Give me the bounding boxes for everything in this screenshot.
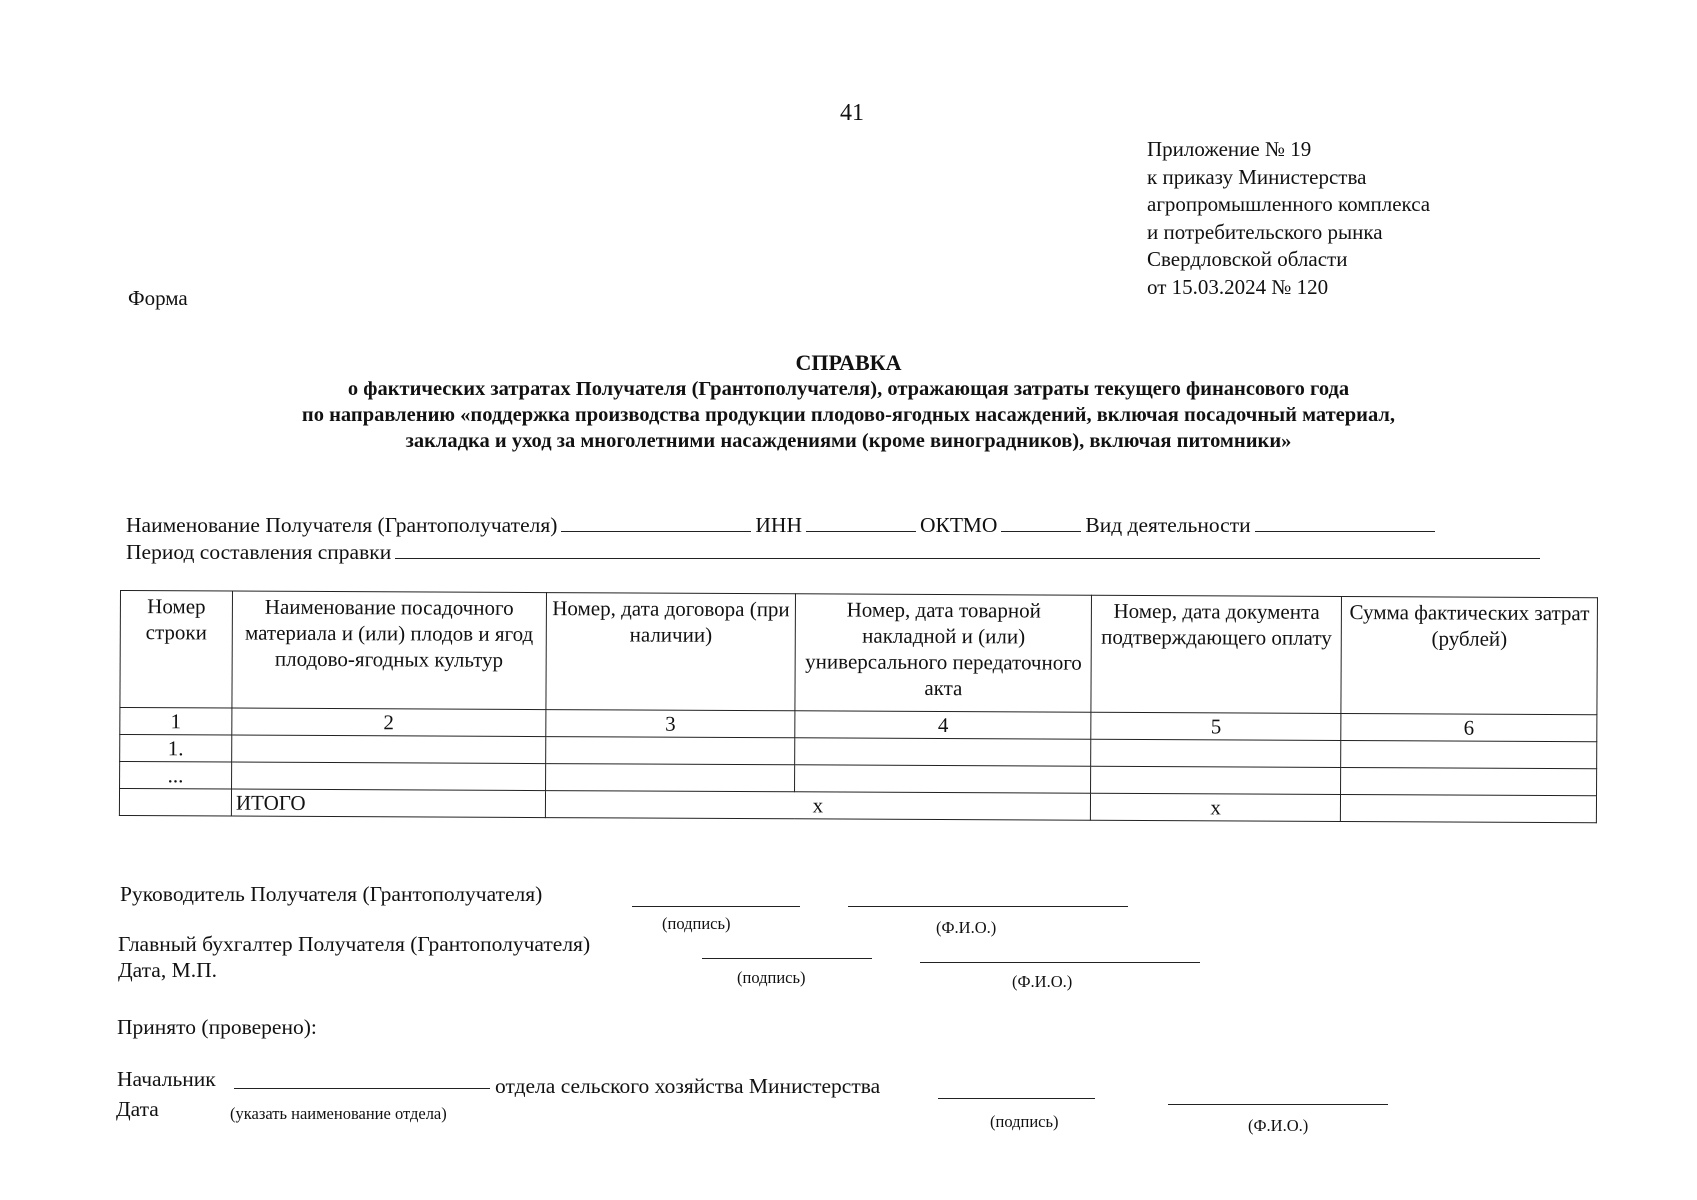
appendix-block [1147, 136, 1430, 301]
date-label: Дата [116, 1097, 159, 1121]
appendix-line: агропромышленного комплекса [1147, 192, 1431, 216]
head-fio-line[interactable] [848, 906, 1128, 907]
document-title [0, 350, 1697, 454]
table-cell[interactable] [1091, 739, 1341, 767]
period-field[interactable] [395, 540, 1540, 559]
accepted-label: Принято (проверено): [117, 1015, 317, 1039]
accountant-fio-line[interactable] [920, 962, 1200, 963]
column-number: 3 [545, 710, 795, 738]
page-number: 41 [840, 100, 864, 126]
period-label: Период составления справки [126, 540, 392, 564]
recipient-name-label: Наименование Получателя (Грантополучателя) [126, 513, 558, 537]
inn-field[interactable] [806, 513, 916, 532]
title-line: о фактических затратах Получателя (Грантополучателя), отражающая затраты текущего финансового года [347, 378, 1350, 400]
costs-table [119, 590, 1598, 823]
signature-caption: (подпись) [737, 968, 806, 987]
head-signature-line[interactable] [632, 906, 800, 907]
total-sum-cell[interactable] [1341, 794, 1597, 822]
accountant-signature-line[interactable] [702, 958, 872, 959]
table-cell[interactable] [545, 737, 795, 765]
table-cell[interactable] [232, 735, 546, 764]
signature-caption: (подпись) [662, 914, 731, 933]
chief-fio-line[interactable] [1168, 1104, 1388, 1105]
total-payment-doc-mark: х [1091, 793, 1341, 821]
head-signature-label: Руководитель Получателя (Грантополучателя) [120, 882, 543, 906]
column-number: 2 [232, 708, 546, 737]
total-label: ИТОГО [231, 789, 545, 818]
column-number: 6 [1341, 713, 1597, 741]
date-stamp-label: Дата, М.П. [118, 958, 217, 982]
table-cell[interactable] [1091, 766, 1341, 794]
row-number: 1. [120, 735, 232, 763]
department-text: отдела сельского хозяйства Министерства [495, 1074, 881, 1098]
table-cell[interactable] [1341, 767, 1597, 795]
column-number: 5 [1091, 712, 1341, 740]
table-header-cell: Номер строки [120, 591, 233, 709]
appendix-line: от 15.03.2024 № 120 [1147, 274, 1329, 299]
fio-caption: (Ф.И.О.) [936, 918, 997, 937]
table-cell[interactable] [231, 762, 545, 791]
oktmo-label: ОКТМО [919, 513, 998, 537]
oktmo-field[interactable] [1001, 513, 1081, 532]
fio-caption: (Ф.И.О.) [1248, 1116, 1309, 1135]
department-caption: (указать наименование отдела) [230, 1104, 447, 1123]
recipient-fields-row [126, 513, 1439, 538]
title-line: закладка и уход за многолетними насаждениями (кроме виноградников), включая питомники» [405, 430, 1292, 452]
period-row [126, 540, 1544, 565]
accountant-signature-label: Главный бухгалтер Получателя (Грантополучателя) [118, 932, 591, 956]
table-header-cell: Номер, дата документа подтверждающего оплату [1091, 595, 1341, 713]
table-cell[interactable] [545, 764, 795, 792]
appendix-line: к приказу Министерства [1147, 164, 1367, 189]
table-header-cell: Номер, дата товарной накладной и (или) универсального передаточного акта [795, 594, 1091, 712]
appendix-line: Приложение № 19 [1147, 137, 1312, 161]
column-number: 1 [120, 708, 232, 736]
title-line: по направлению «поддержка производства продукции плодово-ягодных насаждений, включая посадочный материал, [301, 404, 1396, 426]
appendix-line: Свердловской области [1147, 247, 1348, 271]
chief-signature-line[interactable] [938, 1098, 1095, 1099]
chief-label: Начальник [117, 1067, 216, 1091]
signature-caption: (подпись) [990, 1112, 1059, 1131]
appendix-line: и потребительского рынка [1147, 219, 1383, 244]
table-header-cell: Номер, дата договора (при наличии) [546, 593, 796, 711]
table-cell[interactable] [795, 738, 1091, 766]
table-header-row [120, 591, 1598, 715]
title-heading: СПРАВКА [795, 350, 902, 375]
table-header-cell: Сумма фактических затрат (рублей) [1341, 596, 1597, 714]
inn-label: ИНН [755, 513, 802, 537]
table-header-cell: Наименование посадочного материала и (или) плодов и ягод плодово-ягодных культур [232, 591, 546, 710]
department-name-line[interactable] [234, 1088, 490, 1089]
row-number: ... [120, 762, 232, 790]
column-number: 4 [795, 711, 1091, 739]
table-cell [119, 789, 231, 817]
fio-caption: (Ф.И.О.) [1012, 972, 1073, 991]
activity-label: Вид деятельности [1085, 513, 1251, 537]
total-contract-invoice-mark: х [545, 791, 1091, 821]
table-cell[interactable] [1341, 740, 1597, 768]
activity-field[interactable] [1255, 513, 1435, 532]
table-cell[interactable] [795, 765, 1091, 793]
form-label: Форма [128, 286, 188, 310]
recipient-name-field[interactable] [561, 513, 751, 532]
